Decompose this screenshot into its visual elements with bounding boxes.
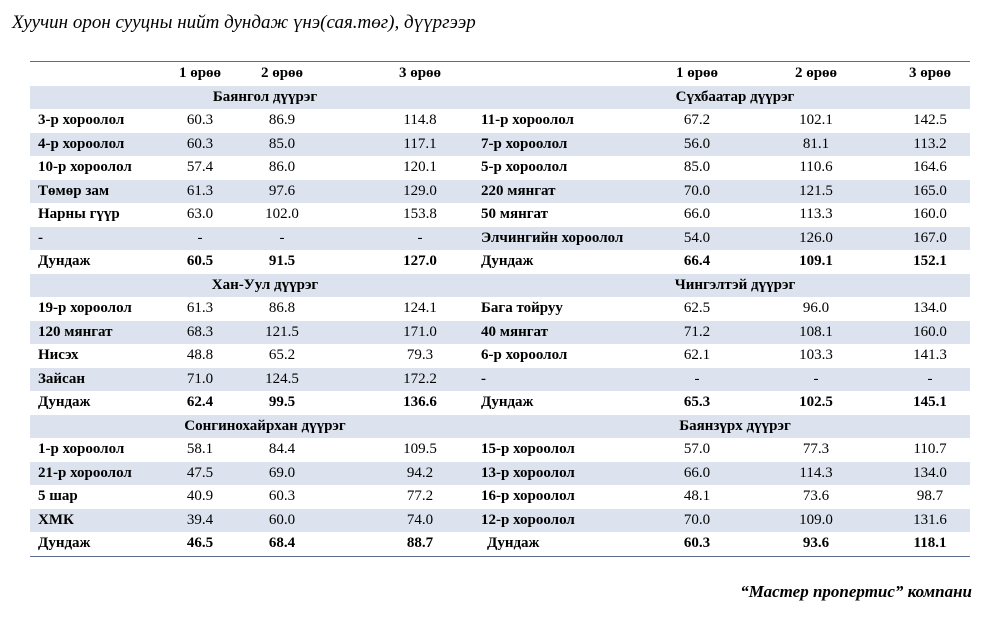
table-row [30,156,970,180]
average-label: Дундаж [38,253,91,269]
average-value: 60.5 [186,253,214,269]
price-value: - [813,370,819,387]
price-value: 77.2 [406,488,434,504]
price-value: 84.4 [268,441,296,457]
location-name: 5-р хороолол [481,159,568,175]
average-value: 65.3 [683,394,711,410]
price-value: 85.0 [683,159,711,175]
location-name: 19-р хороолол [38,300,132,316]
district-name: Баянзүрх дүүрэг [679,417,791,434]
price-value: 114.3 [799,464,833,481]
price-value: 74.0 [406,511,434,528]
price-value: 60.3 [186,135,214,152]
price-value: 58.1 [186,441,214,457]
district-header-row [30,415,970,439]
location-name: 5 шар [38,488,78,504]
price-value: 160.0 [913,206,947,222]
source-note: “Мастер пропертис” компани [740,582,972,601]
price-value: 60.0 [268,511,296,528]
average-row [30,532,970,556]
price-value: - [694,370,700,387]
location-name: 6-р хороолол [481,347,568,363]
district-name: Баянгол дүүрэг [212,88,318,105]
price-value: 142.5 [913,112,947,128]
location-name: 7-р хороолол [481,135,568,152]
table-row [30,180,970,204]
price-value: 121.5 [265,323,299,340]
average-value: 102.5 [799,394,833,410]
location-name: Нарны гүүр [38,206,120,222]
price-value: 114.8 [403,112,437,128]
price-value: 86.8 [268,300,296,316]
price-value: 102.0 [265,206,299,222]
price-value: 98.7 [916,488,944,504]
price-value: 109.5 [403,441,437,457]
price-value: - [417,229,423,246]
average-value: 152.1 [913,253,947,269]
district-name: Хан-Уул дүүрэг [211,276,319,293]
price-value: 124.1 [403,300,437,316]
price-value: 102.1 [799,112,833,128]
price-value: 66.0 [683,206,711,222]
price-value: 110.6 [799,159,833,175]
price-value: 61.3 [186,182,214,199]
column-header: 3 өрөө [398,65,442,81]
column-header: 2 өрөө [794,65,838,81]
district-name: Сүхбаатар дүүрэг [675,88,795,105]
price-value: 61.3 [186,300,214,316]
table-row [30,133,970,157]
location-name: 11-р хороолол [481,112,574,128]
location-name: 15-р хороолол [481,441,575,457]
price-value: 40.9 [186,488,214,504]
price-value: 57.0 [683,441,711,457]
price-value: 171.0 [403,323,437,340]
table-row [30,344,970,368]
price-value: 77.3 [802,441,830,457]
average-label: Дундаж [38,394,91,410]
price-value: 134.0 [913,300,947,316]
location-name: 21-р хороолол [38,464,132,481]
location-name: 4-р хороолол [38,135,125,152]
price-value: 141.3 [913,347,947,363]
location-name: 1-р хороолол [38,441,125,457]
price-value: 117.1 [403,135,437,152]
price-value: - [279,229,285,246]
price-value: 113.3 [799,206,833,222]
price-value: 129.0 [403,182,437,199]
average-value: 127.0 [403,253,437,269]
price-value: 54.0 [683,229,711,246]
location-name: 3-р хороолол [38,112,125,128]
average-row [30,391,970,415]
price-value: 85.0 [268,135,296,152]
location-name: Зайсан [38,370,86,387]
price-value: 57.4 [186,159,214,175]
price-value: 48.1 [683,488,711,504]
price-value: 66.0 [683,464,711,481]
average-value: 60.3 [683,535,711,551]
price-value: 71.2 [683,323,711,340]
price-value: 60.3 [186,112,214,128]
price-value: 172.2 [403,370,437,387]
price-value: 71.0 [186,370,214,387]
price-value: 94.2 [406,464,434,481]
price-value: 79.3 [406,347,434,363]
average-value: 109.1 [799,253,833,269]
average-value: 118.1 [913,535,947,551]
table-row [30,109,970,133]
price-value: 68.3 [186,323,214,340]
price-value: 108.1 [799,323,833,340]
table-row [30,438,970,462]
average-value: 99.5 [268,394,296,410]
average-value: 68.4 [268,535,296,551]
price-value: 47.5 [186,464,214,481]
location-name: 12-р хороолол [481,511,575,528]
price-value: 96.0 [802,300,830,316]
table-row [30,509,970,533]
price-value: 39.4 [186,511,214,528]
price-value: 134.0 [913,464,947,481]
column-header-row [30,62,970,86]
price-value: 86.0 [268,159,296,175]
table-row [30,368,970,392]
average-value: 46.5 [186,535,214,551]
district-header-row [30,274,970,298]
average-label: Дундаж [487,535,540,551]
location-name: 40 мянгат [481,323,549,340]
price-value: 73.6 [802,488,830,504]
divider-line [30,556,970,557]
average-value: 93.6 [802,535,830,551]
table-row [30,297,970,321]
price-value: 67.2 [683,112,711,128]
table-row [30,203,970,227]
location-name: 50 мянгат [481,206,549,222]
price-value: 81.1 [802,135,830,152]
price-value: 70.0 [683,182,711,199]
average-value: 62.4 [186,394,214,410]
location-name: - [481,370,486,387]
location-name: Төмөр зам [38,182,110,199]
price-value: 153.8 [403,206,437,222]
average-label: Дундаж [481,253,534,269]
table-row [30,485,970,509]
price-value: 160.0 [913,323,947,340]
price-value: 56.0 [683,135,711,152]
average-value: 91.5 [268,253,296,269]
location-name: 16-р хороолол [481,488,575,504]
column-header: 1 өрөө [178,65,222,81]
price-value: 167.0 [913,229,947,246]
price-value: - [197,229,203,246]
price-value: 60.3 [268,488,296,504]
price-value: 109.0 [799,511,833,528]
location-name: 120 мянгат [38,323,113,340]
table-row [30,462,970,486]
average-value: 88.7 [406,535,434,551]
average-label: Дундаж [38,535,91,551]
average-value: 145.1 [913,394,947,410]
district-header-row [30,86,970,110]
price-value: 86.9 [268,112,296,128]
price-value: 126.0 [799,229,833,246]
average-value: 136.6 [403,394,437,410]
price-value: 62.1 [683,347,711,363]
price-value: 165.0 [913,182,947,199]
location-name: ХМК [38,511,74,528]
location-name: Элчингийн хороолол [481,229,624,246]
price-value: - [927,370,933,387]
table-row [30,321,970,345]
average-label: Дундаж [481,394,534,410]
table-row [30,227,970,251]
page-title: Хуучин орон сууцны нийт дундаж үнэ(сая.төг), дүүргээр [12,12,476,33]
price-value: 124.5 [265,370,299,387]
price-value: 69.0 [268,464,296,481]
price-value: 70.0 [683,511,711,528]
price-value: 65.2 [268,347,296,363]
average-value: 66.4 [683,253,711,269]
price-value: 121.5 [799,182,833,199]
location-name: 13-р хороолол [481,464,575,481]
price-value: 110.7 [913,441,947,457]
price-value: 113.2 [913,135,947,152]
price-value: 97.6 [268,182,296,199]
location-name: - [38,229,43,246]
price-value: 164.6 [913,159,947,175]
price-value: 63.0 [186,206,214,222]
price-value: 131.6 [913,511,947,528]
location-name: Бага тойруу [481,300,563,316]
price-value: 120.1 [403,159,437,175]
column-header: 2 өрөө [260,65,304,81]
average-row [30,250,970,274]
district-name: Сонгинохайрхан дүүрэг [184,417,346,434]
price-value: 103.3 [799,347,833,363]
district-name: Чингэлтэй дүүрэг [674,276,796,293]
location-name: 220 мянгат [481,182,556,199]
column-header: 1 өрөө [675,65,719,81]
price-value: 62.5 [683,300,711,316]
price-value: 48.8 [186,347,214,363]
location-name: 10-р хороолол [38,159,132,175]
location-name: Нисэх [38,347,79,363]
column-header: 3 өрөө [908,65,952,81]
